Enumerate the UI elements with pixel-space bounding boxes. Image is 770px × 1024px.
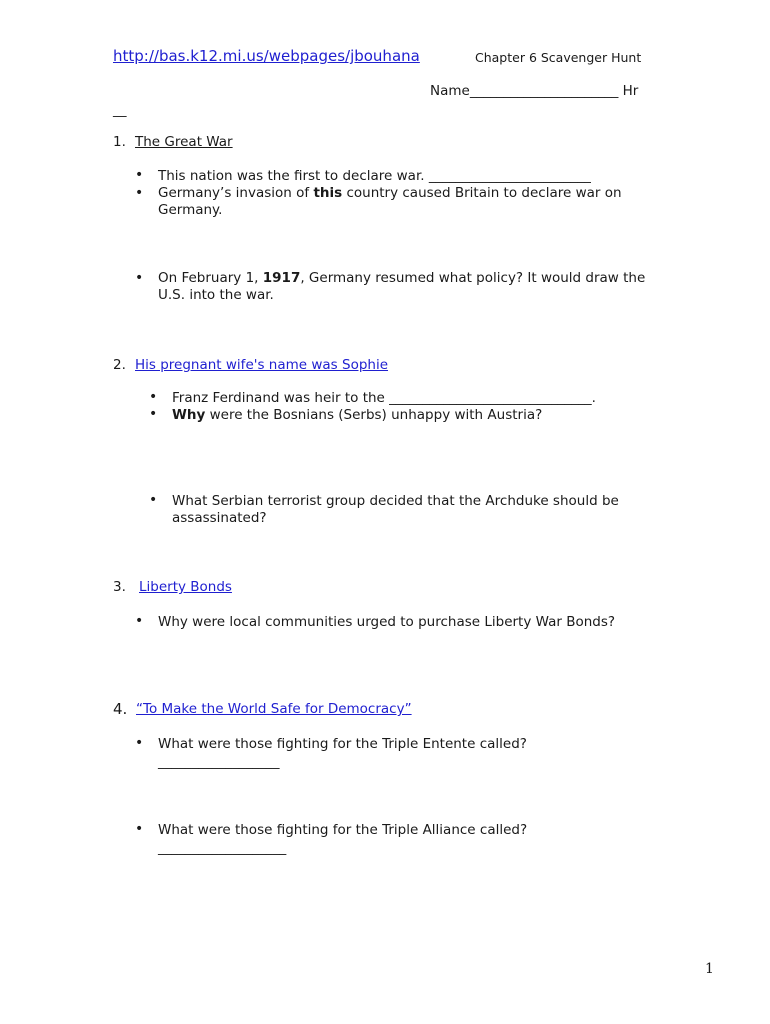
bullet: • [149, 406, 158, 422]
bullet: • [135, 167, 144, 183]
section-4-question-1: What were those fighting for the Triple Entente called? [158, 736, 527, 752]
section-1-heading: The Great War [135, 134, 233, 150]
answer-blank: __________________ [158, 754, 280, 770]
teacher-webpage-link[interactable]: http://bas.k12.mi.us/webpages/jbouhana [113, 47, 420, 65]
section-2-question-1: Franz Ferdinand was heir to the ______________________________. [172, 390, 596, 406]
document-title: Chapter 6 Scavenger Hunt [475, 50, 642, 65]
section-3-number: 3. [113, 579, 126, 595]
section-1-question-3: On February 1, 1917, Germany resumed what policy? It would draw the U.S. into the war. [158, 270, 646, 303]
emphasis-why: Why [172, 407, 206, 423]
bullet: • [135, 185, 144, 201]
section-3-question-1: Why were local communities urged to purchase Liberty War Bonds? [158, 614, 616, 630]
bullet: • [135, 613, 144, 629]
section-1-number: 1. [113, 134, 126, 150]
emphasis-1917: 1917 [262, 270, 301, 286]
section-4-question-2: What were those fighting for the Triple Alliance called? [158, 822, 528, 838]
hour-blank: __ [113, 102, 127, 118]
section-2-question-2: Why were the Bosnians (Serbs) unhappy with Austria? [172, 407, 543, 423]
bullet: • [135, 735, 144, 751]
bullet: • [135, 821, 144, 837]
bullet: • [149, 389, 158, 405]
emphasis-this: this [313, 185, 343, 201]
name-hour-line: Name______________________ Hr [430, 83, 639, 99]
section-4-heading-link[interactable]: “To Make the World Safe for Democracy” [136, 701, 412, 717]
section-4-number: 4. [113, 700, 128, 718]
section-2-heading-link[interactable]: His pregnant wife's name was Sophie [135, 357, 389, 373]
bullet: • [135, 270, 144, 286]
section-2-number: 2. [113, 357, 126, 373]
section-1-question-1: This nation was the first to declare war. ________________________ [158, 168, 591, 184]
section-3-heading-link[interactable]: Liberty Bonds [139, 579, 232, 595]
bullet: • [149, 492, 158, 508]
section-1-question-2: Germany’s invasion of this country caused Britain to declare war on Germany. [158, 185, 622, 218]
section-2-question-3: What Serbian terrorist group decided that the Archduke should be assassinated? [172, 493, 619, 526]
answer-blank: ___________________ [158, 840, 287, 856]
page-number: 1 [705, 961, 714, 977]
